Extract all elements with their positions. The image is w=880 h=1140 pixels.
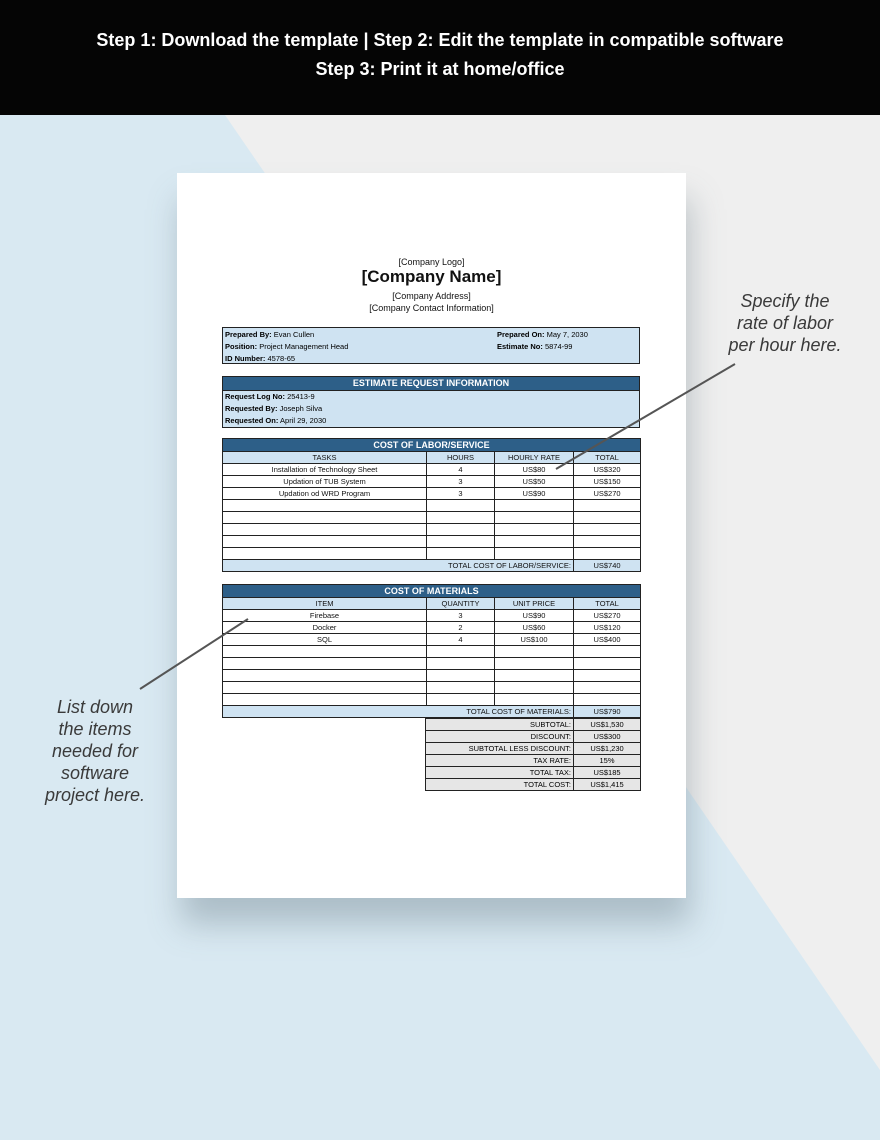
materials-header-total: TOTAL — [574, 598, 641, 610]
table-row: Firebase 3 US$90 US$270 — [223, 610, 641, 622]
items-pointer-line — [140, 619, 248, 689]
labor-header-hours: HOURS — [427, 452, 495, 464]
requested-on: Requested On: April 29, 2030 — [225, 416, 327, 425]
table-row: Updation of TUB System 3 US$50 US$150 — [223, 476, 641, 488]
materials-total-value: US$790 — [574, 706, 641, 718]
company-logo: [Company Logo] — [398, 257, 465, 267]
materials-header-unit-price: UNIT PRICE — [495, 598, 574, 610]
position: Position: Project Management Head — [225, 342, 349, 351]
table-row: Docker 2 US$60 US$120 — [223, 622, 641, 634]
summary-row-subtotal-less-discount: SUBTOTAL LESS DISCOUNT: US$1,230 — [426, 743, 641, 755]
summary-row-total-tax: TOTAL TAX: US$185 — [426, 767, 641, 779]
summary-row-tax-rate: TAX RATE: 15% — [426, 755, 641, 767]
banner-line-2: Step 3: Print it at home/office — [315, 59, 565, 79]
requested-by: Requested By: Joseph Silva — [225, 404, 323, 413]
labor-total-value: US$740 — [574, 560, 641, 572]
id-number: ID Number: 4578-65 — [225, 354, 296, 363]
materials-header-quantity: QUANTITY — [427, 598, 495, 610]
summary-row-discount: DISCOUNT: US$300 — [426, 731, 641, 743]
items-annotation: List down the items needed for software project here. — [44, 697, 146, 805]
request-info-title: ESTIMATE REQUEST INFORMATION — [223, 377, 639, 391]
banner-line-1: Step 1: Download the template | Step 2: Edit the template in compatible software — [96, 30, 784, 50]
table-row: SQL 4 US$100 US$400 — [223, 634, 641, 646]
summary-row-subtotal: SUBTOTAL: US$1,530 — [426, 719, 641, 731]
rate-annotation: Specify the rate of labor per hour here. — [728, 291, 842, 355]
estimate-no: Estimate No: 5874-99 — [497, 342, 573, 351]
materials-header-item: ITEM — [223, 598, 427, 610]
labor-total-label: TOTAL COST OF LABOR/SERVICE: — [223, 560, 574, 572]
materials-total-label: TOTAL COST OF MATERIALS: — [223, 706, 574, 718]
company-name: [Company Name] — [361, 267, 502, 286]
request-log: Request Log No: 25413-9 — [225, 392, 315, 401]
labor-header-total: TOTAL — [574, 452, 641, 464]
prepared-by: Prepared By: Evan Cullen — [225, 330, 315, 339]
company-address: [Company Address] — [392, 291, 471, 301]
labor-title: COST OF LABOR/SERVICE — [223, 439, 641, 452]
summary-row-total-cost: TOTAL COST: US$1,415 — [426, 779, 641, 791]
labor-header-rate: HOURLY RATE — [495, 452, 574, 464]
table-row: Updation od WRD Program 3 US$90 US$270 — [223, 488, 641, 500]
table-row: Installation of Technology Sheet 4 US$80 US$320 — [223, 464, 641, 476]
rate-pointer-line — [556, 364, 735, 469]
prepared-on: Prepared On: May 7, 2030 — [497, 330, 588, 339]
company-contact: [Company Contact Information] — [369, 303, 494, 313]
labor-header-tasks: TASKS — [223, 452, 427, 464]
materials-title: COST OF MATERIALS — [223, 585, 641, 598]
